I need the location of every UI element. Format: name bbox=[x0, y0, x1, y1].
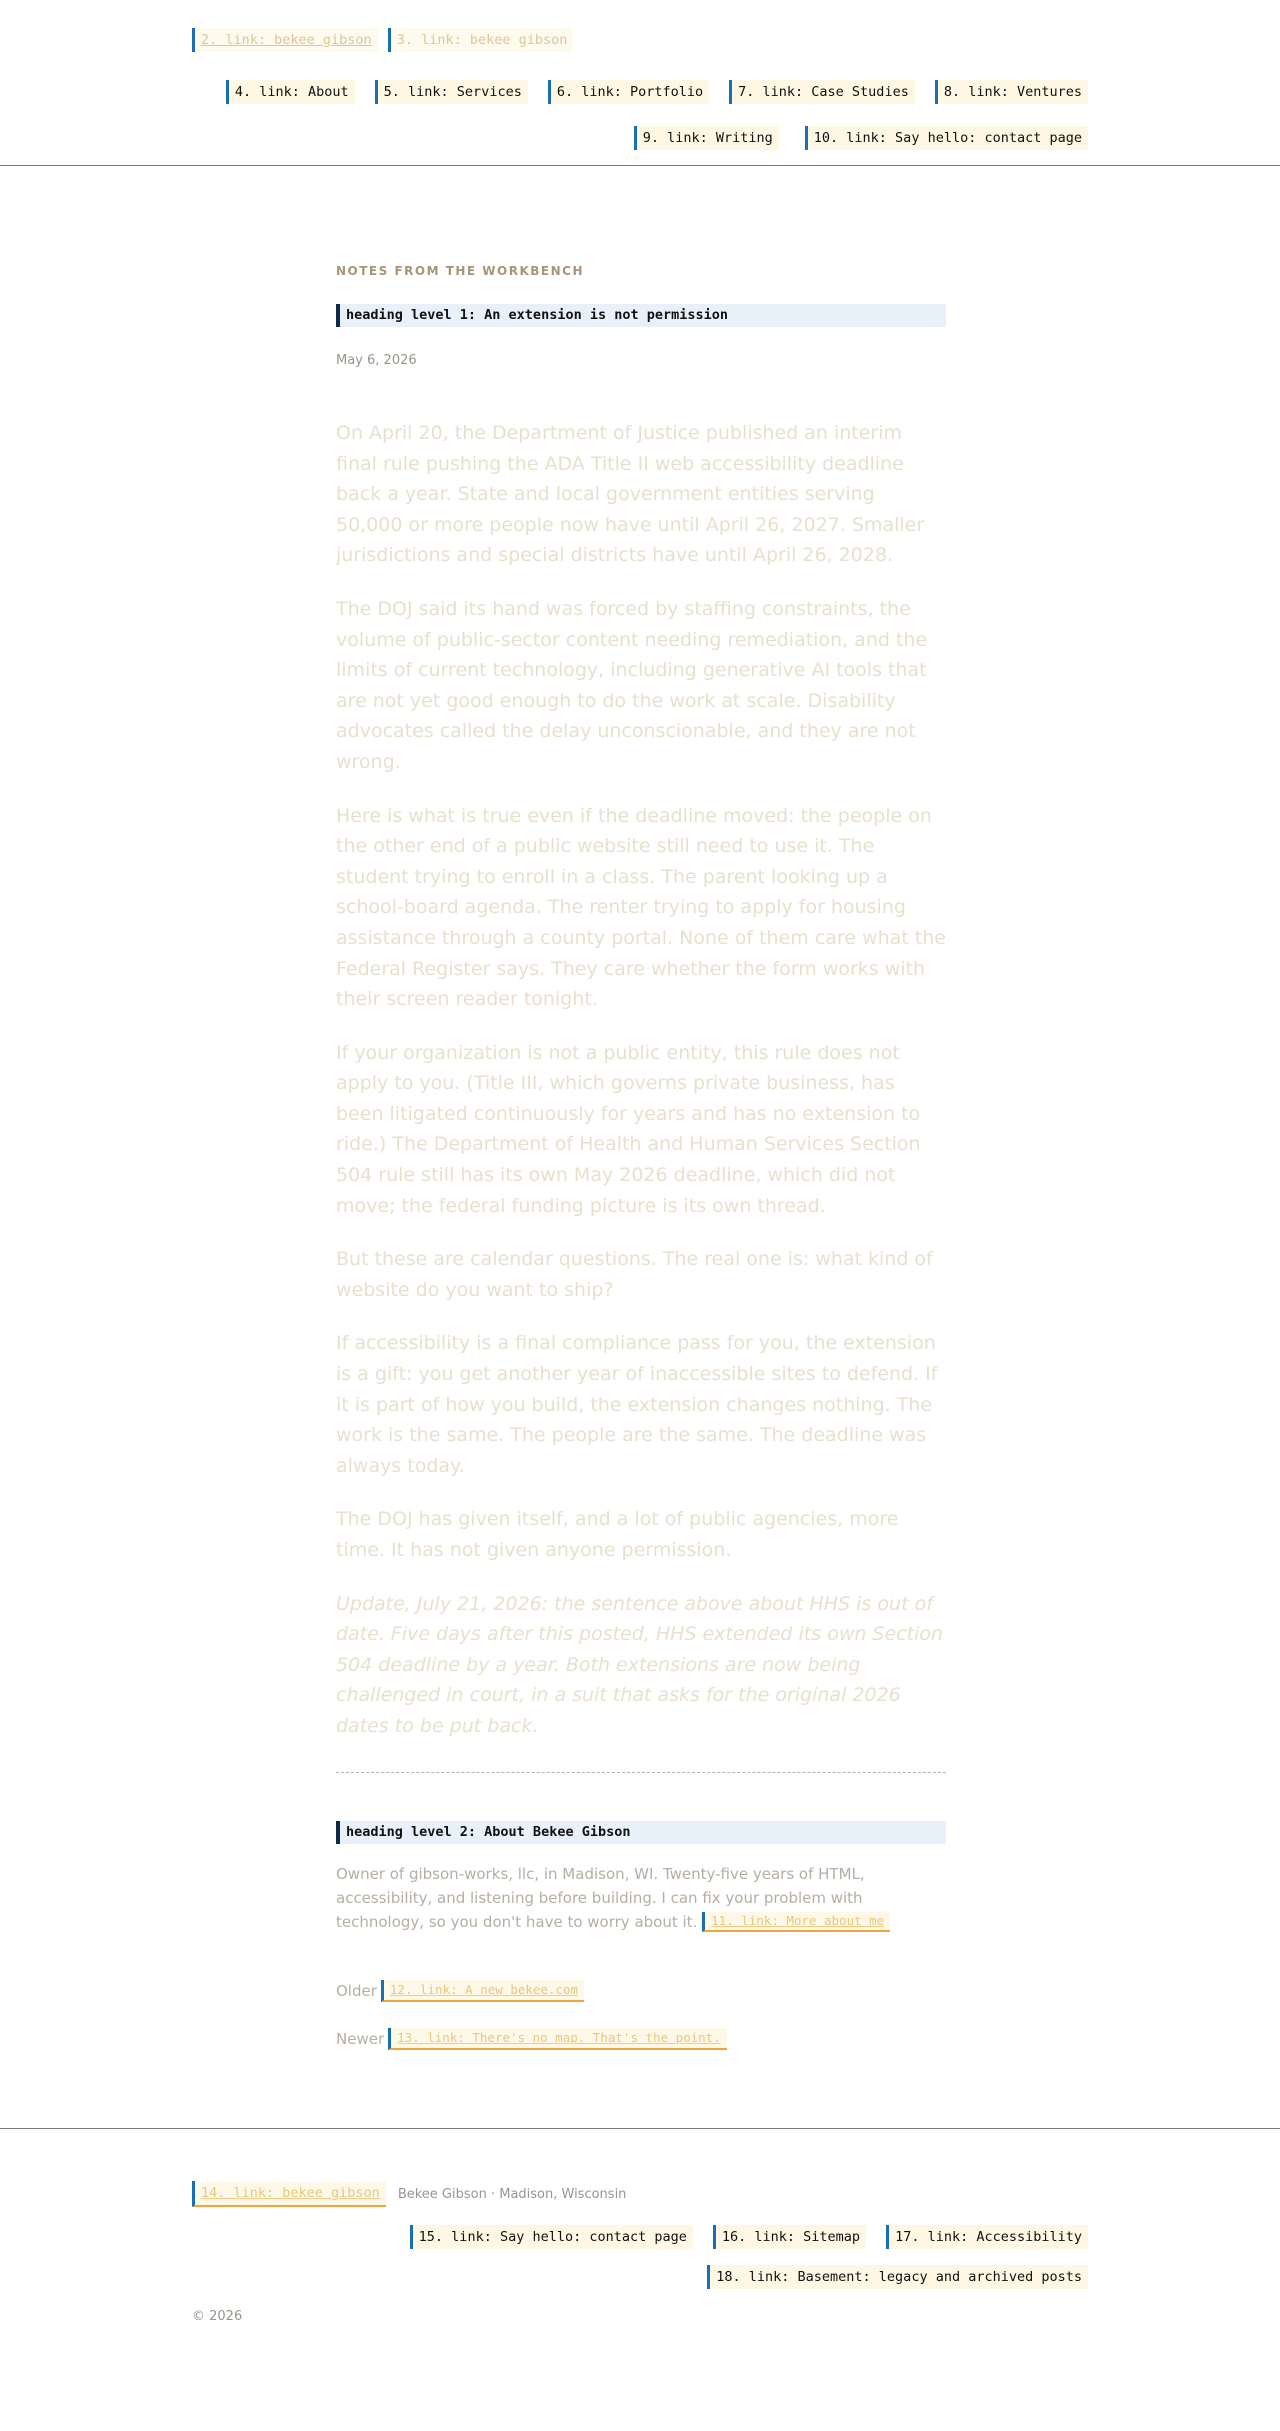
article-paragraph: If accessibility is a final compliance pass for you, the extension is a gift: you get another year of inaccessible sites to defend. If it is part of how you build, the extension changes nothing. The work is the same. The people are the same. The deadline was always today. bbox=[336, 1332, 938, 1477]
footer-brand-row bbox=[192, 2181, 626, 2207]
article-paragraph: The DOJ said its hand was forced by staffing constraints, the volume of public-sector content needing remediation, and the limits of current technology, including generative AI tools that are not yet good enough to do the work at scale. Disability advocates called the delay unconscionable, and they are not wrong. bbox=[336, 597, 928, 773]
nav-writing[interactable]: 9. link: Writing bbox=[634, 126, 779, 150]
section-divider bbox=[336, 1772, 946, 1773]
article-main bbox=[336, 166, 946, 2050]
brand-link[interactable]: 2. link: bekee gibson bbox=[192, 28, 378, 52]
article-paragraph: Here is what is true even if the deadline moved: the people on the other end of a public website still need to use it. The student trying to enroll in a class. The parent looking up a school-board agenda. The renter trying to apply for housing assistance through a county portal. None of them care what the Federal Register says. They care whether the form works with their screen reader tonight. bbox=[336, 804, 946, 1011]
footer-contact-link[interactable]: 15. link: Say hello: contact page bbox=[410, 2225, 693, 2249]
nav-ventures[interactable]: 8. link: Ventures bbox=[935, 80, 1088, 104]
article-paragraph: On April 20, the Department of Justice published an interim final rule pushing the ADA Title II web accessibility deadline back a year. State and local government entities serving 50,000 or more people now have until April 26, 2027. Smaller jurisdictions and special districts have until April 26, 2028. bbox=[336, 422, 925, 567]
footer-brand-link[interactable]: 14. link: bekee gibson bbox=[192, 2181, 386, 2207]
nav-portfolio[interactable]: 6. link: Portfolio bbox=[548, 80, 709, 104]
older-post-link[interactable]: 12. link: A new bekee.com bbox=[381, 1980, 584, 2002]
article-paragraph: But these are calendar questions. The real one is: what kind of website do you want to ship? bbox=[336, 1248, 933, 1301]
site-footer bbox=[0, 2128, 1280, 2431]
footer-location: Bekee Gibson · Madison, Wisconsin bbox=[397, 2186, 627, 2202]
secondary-nav bbox=[634, 126, 1088, 150]
more-about-me-link[interactable]: 11. link: More about me bbox=[702, 1912, 890, 1932]
article-title: heading level 1: An extension is not permission bbox=[336, 304, 946, 327]
about-bio: Owner of gibson-works, llc, in Madison, WI. Twenty-five years of HTML, accessibility, and listening before building. I can fix your problem with technology, so you don't have to worry about it. bbox=[336, 1864, 865, 1931]
footer-nav bbox=[410, 2225, 1088, 2249]
newer-post bbox=[336, 2028, 946, 2050]
about-text bbox=[336, 1862, 946, 1934]
brand-text-link[interactable]: 3. link: bekee gibson bbox=[388, 28, 574, 52]
article-update-note: Update, July 21, 2026: the sentence above about HHS is out of date. Five days after this posted, HHS extended its own Section 504 deadline by a year. Both extensions are now being challenged in court, in a suit that asks for the original 2026 dates to be put back. bbox=[336, 1592, 944, 1737]
primary-nav bbox=[226, 80, 1088, 104]
article-body bbox=[336, 418, 946, 1742]
nav-case-studies[interactable]: 7. link: Case Studies bbox=[729, 80, 915, 104]
footer-sitemap-link[interactable]: 16. link: Sitemap bbox=[713, 2225, 866, 2249]
nav-about[interactable]: 4. link: About bbox=[226, 80, 355, 104]
newer-label: Newer bbox=[336, 2029, 385, 2048]
article-paragraph: If your organization is not a public entity, this rule does not apply to you. (Title III, which governs private business, has been litigated continuously for years and has no extension to ride.) The Department of Health and Human Services Section 504 rule still has its own May 2026 deadline, which did not move; the federal funding picture is its own thread. bbox=[336, 1041, 921, 1217]
article-date: May 6, 2026 bbox=[336, 353, 417, 368]
about-heading: heading level 2: About Bekee Gibson bbox=[336, 1821, 946, 1844]
site-header bbox=[0, 0, 1280, 166]
brand-row bbox=[192, 28, 573, 52]
footer-basement-row bbox=[707, 2265, 1088, 2289]
footer-accessibility-link[interactable]: 17. link: Accessibility bbox=[886, 2225, 1088, 2249]
older-label: Older bbox=[336, 1981, 377, 2000]
nav-contact[interactable]: 10. link: Say hello: contact page bbox=[805, 126, 1088, 150]
newer-post-link[interactable]: 13. link: There's no map. That's the point. bbox=[388, 2028, 727, 2050]
older-post bbox=[336, 1980, 946, 2002]
article-kicker: NOTES FROM THE WORKBENCH bbox=[336, 264, 585, 278]
nav-services[interactable]: 5. link: Services bbox=[375, 80, 528, 104]
article-paragraph: The DOJ has given itself, and a lot of public agencies, more time. It has not given anyone permission. bbox=[336, 1508, 899, 1561]
copyright: © 2026 bbox=[192, 2309, 243, 2324]
footer-basement-link[interactable]: 18. link: Basement: legacy and archived posts bbox=[707, 2265, 1088, 2289]
